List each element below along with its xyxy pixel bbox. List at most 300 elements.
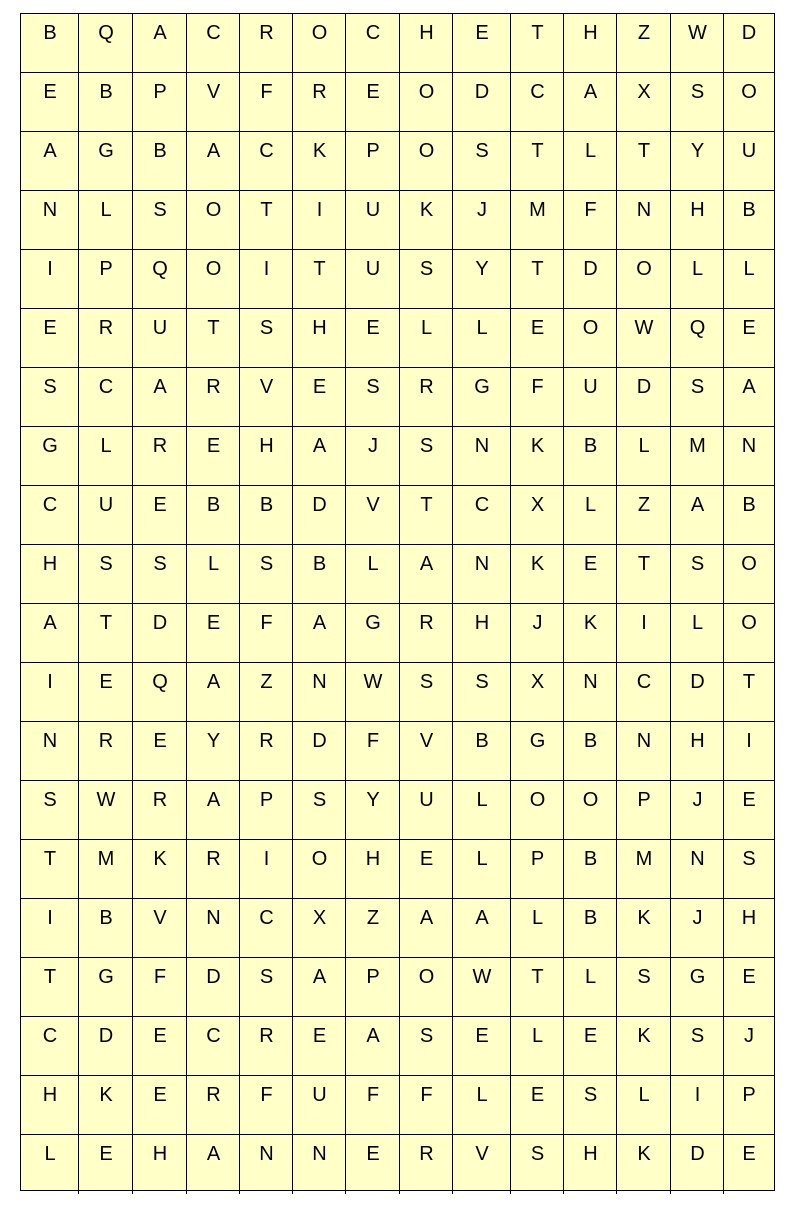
letter-cell[interactable]: S bbox=[99, 553, 113, 575]
letter-cell[interactable]: F bbox=[260, 1084, 273, 1106]
row-divider bbox=[21, 249, 774, 250]
letter-cell[interactable]: E bbox=[742, 966, 756, 988]
letter-cell[interactable]: L bbox=[476, 848, 488, 870]
letter-cell[interactable]: L bbox=[44, 1143, 56, 1165]
letter-cell[interactable]: S bbox=[43, 789, 57, 811]
letter-cell[interactable]: T bbox=[531, 966, 544, 988]
letter-cell[interactable]: S bbox=[690, 81, 705, 103]
letter-cell[interactable]: A bbox=[312, 435, 327, 457]
letter-cell[interactable]: E bbox=[312, 376, 327, 398]
letter-cell[interactable]: X bbox=[530, 494, 545, 516]
letter-cell[interactable]: F bbox=[260, 612, 273, 634]
letter-cell[interactable]: H bbox=[42, 1084, 58, 1106]
letter-cell[interactable]: R bbox=[419, 612, 434, 634]
letter-cell[interactable]: H bbox=[474, 612, 490, 634]
letter-cell[interactable]: T bbox=[207, 317, 220, 339]
letter-cell[interactable]: T bbox=[43, 966, 57, 988]
letter-cell[interactable]: D bbox=[741, 22, 757, 44]
letter-cell[interactable]: P bbox=[366, 140, 380, 162]
letter-cell[interactable]: O bbox=[529, 789, 546, 811]
row-divider bbox=[21, 131, 774, 132]
letter-cell[interactable]: N bbox=[312, 1143, 327, 1165]
letter-cell[interactable]: P bbox=[742, 1084, 756, 1106]
letter-cell[interactable]: E bbox=[153, 1025, 167, 1047]
letter-cell[interactable]: J bbox=[368, 435, 378, 457]
letter-cell[interactable]: S bbox=[690, 1025, 705, 1047]
letter-cell[interactable]: W bbox=[363, 671, 383, 693]
letter-cell[interactable]: B bbox=[742, 199, 756, 221]
letter-cell[interactable]: O bbox=[741, 81, 757, 103]
letter-cell[interactable]: K bbox=[583, 612, 598, 634]
letter-cell[interactable]: K bbox=[153, 848, 167, 870]
letter-cell[interactable]: Z bbox=[637, 494, 651, 516]
letter-cell[interactable]: D bbox=[690, 671, 705, 693]
letter-cell[interactable]: L bbox=[420, 317, 433, 339]
letter-cell[interactable]: C bbox=[259, 140, 274, 162]
letter-cell[interactable]: X bbox=[637, 81, 651, 103]
letter-cell[interactable]: S bbox=[366, 376, 380, 398]
letter-cell[interactable]: Q bbox=[152, 258, 168, 280]
letter-cell[interactable]: E bbox=[742, 789, 756, 811]
grid-row bbox=[21, 1076, 774, 1135]
row-divider bbox=[21, 544, 774, 545]
grid-row bbox=[21, 604, 774, 663]
letter-cell[interactable]: I bbox=[263, 258, 270, 280]
letter-cell[interactable]: V bbox=[366, 494, 380, 516]
letter-cell[interactable]: G bbox=[474, 376, 490, 398]
letter-cell[interactable]: I bbox=[47, 671, 53, 693]
letter-cell[interactable]: O bbox=[311, 848, 328, 870]
letter-cell[interactable]: S bbox=[690, 376, 705, 398]
letter-cell[interactable]: P bbox=[99, 258, 113, 280]
letter-cell[interactable]: U bbox=[741, 140, 757, 162]
row-divider bbox=[21, 1075, 774, 1076]
letter-cell[interactable]: E bbox=[583, 553, 598, 575]
letter-cell[interactable]: T bbox=[742, 671, 756, 693]
letter-cell[interactable]: D bbox=[636, 376, 652, 398]
letter-cell[interactable]: A bbox=[206, 789, 221, 811]
letter-cell[interactable]: O bbox=[205, 199, 222, 221]
letter-cell[interactable]: N bbox=[583, 671, 598, 693]
letter-cell[interactable]: I bbox=[47, 907, 53, 929]
letter-cell[interactable]: E bbox=[43, 317, 57, 339]
word-search-grid bbox=[20, 13, 775, 1191]
letter-cell[interactable]: G bbox=[98, 966, 114, 988]
letter-cell[interactable]: A bbox=[419, 907, 434, 929]
letter-cell[interactable]: W bbox=[472, 966, 492, 988]
letter-cell[interactable]: A bbox=[206, 1143, 221, 1165]
letter-cell[interactable]: K bbox=[530, 553, 545, 575]
letter-cell[interactable]: B bbox=[583, 907, 598, 929]
letter-cell[interactable]: A bbox=[153, 22, 167, 44]
letter-cell[interactable]: E bbox=[153, 730, 167, 752]
letter-cell[interactable]: L bbox=[584, 966, 597, 988]
letter-cell[interactable]: C bbox=[42, 494, 58, 516]
grid-row bbox=[21, 663, 774, 722]
letter-cell[interactable]: E bbox=[153, 1084, 167, 1106]
letter-cell[interactable]: L bbox=[100, 199, 112, 221]
letter-cell[interactable]: T bbox=[43, 848, 57, 870]
letter-cell[interactable]: N bbox=[741, 435, 757, 457]
letter-cell[interactable]: A bbox=[583, 81, 598, 103]
letter-cell[interactable]: R bbox=[152, 789, 168, 811]
letter-cell[interactable]: P bbox=[637, 789, 651, 811]
letter-cell[interactable]: L bbox=[100, 435, 112, 457]
letter-cell[interactable]: I bbox=[47, 258, 53, 280]
letter-cell[interactable]: R bbox=[259, 1025, 274, 1047]
letter-cell[interactable]: K bbox=[312, 140, 327, 162]
letter-cell[interactable]: S bbox=[419, 258, 434, 280]
letter-cell[interactable]: J bbox=[744, 1025, 754, 1047]
letter-cell[interactable]: I bbox=[263, 848, 270, 870]
letter-cell[interactable]: V bbox=[475, 1143, 489, 1165]
letter-cell[interactable]: S bbox=[419, 435, 434, 457]
letter-cell[interactable]: I bbox=[746, 730, 752, 752]
letter-cell[interactable]: S bbox=[742, 848, 756, 870]
letter-cell[interactable]: H bbox=[365, 848, 381, 870]
letter-cell[interactable]: H bbox=[583, 1143, 598, 1165]
letter-cell[interactable]: I bbox=[641, 612, 647, 634]
grid-row bbox=[21, 899, 774, 958]
letter-cell[interactable]: U bbox=[152, 317, 168, 339]
letter-cell[interactable]: F bbox=[420, 1084, 433, 1106]
letter-cell[interactable]: E bbox=[99, 671, 113, 693]
letter-cell[interactable]: B bbox=[312, 553, 327, 575]
letter-cell[interactable]: D bbox=[98, 1025, 114, 1047]
letter-cell[interactable]: U bbox=[365, 199, 381, 221]
letter-cell[interactable]: C bbox=[206, 22, 221, 44]
letter-cell[interactable]: R bbox=[98, 317, 114, 339]
letter-cell[interactable]: O bbox=[205, 258, 222, 280]
letter-cell[interactable]: T bbox=[420, 494, 433, 516]
letter-cell[interactable]: L bbox=[476, 317, 488, 339]
letter-cell[interactable]: H bbox=[259, 435, 274, 457]
letter-cell[interactable]: A bbox=[690, 494, 705, 516]
letter-cell[interactable]: A bbox=[419, 553, 434, 575]
letter-cell[interactable]: S bbox=[43, 376, 57, 398]
column-divider bbox=[723, 14, 724, 1194]
letter-cell[interactable]: B bbox=[742, 494, 756, 516]
row-divider bbox=[21, 1016, 774, 1017]
letter-cell[interactable]: B bbox=[153, 140, 167, 162]
letter-cell[interactable]: N bbox=[206, 907, 221, 929]
letter-cell[interactable]: S bbox=[259, 317, 274, 339]
letter-cell[interactable]: N bbox=[474, 435, 490, 457]
letter-cell[interactable]: S bbox=[475, 671, 489, 693]
letter-cell[interactable]: Y bbox=[690, 140, 705, 162]
letter-cell[interactable]: K bbox=[637, 907, 651, 929]
letter-cell[interactable]: D bbox=[474, 81, 490, 103]
letter-cell[interactable]: E bbox=[312, 1025, 327, 1047]
letter-cell[interactable]: M bbox=[529, 199, 546, 221]
letter-cell[interactable]: F bbox=[366, 1084, 380, 1106]
letter-cell[interactable]: R bbox=[419, 1143, 434, 1165]
letter-cell[interactable]: C bbox=[530, 81, 545, 103]
letter-cell[interactable]: K bbox=[419, 199, 434, 221]
letter-cell[interactable]: D bbox=[312, 730, 327, 752]
letter-cell[interactable]: K bbox=[530, 435, 545, 457]
letter-cell[interactable]: K bbox=[99, 1084, 113, 1106]
letter-cell[interactable]: C bbox=[365, 22, 381, 44]
letter-cell[interactable]: T bbox=[260, 199, 273, 221]
letter-cell[interactable]: W bbox=[96, 789, 116, 811]
letter-cell[interactable]: K bbox=[637, 1025, 651, 1047]
letter-cell[interactable]: S bbox=[530, 1143, 545, 1165]
letter-cell[interactable]: S bbox=[637, 966, 651, 988]
letter-cell[interactable]: G bbox=[42, 435, 58, 457]
letter-cell[interactable]: S bbox=[312, 789, 327, 811]
letter-cell[interactable]: W bbox=[634, 317, 654, 339]
letter-cell[interactable]: D bbox=[690, 1143, 705, 1165]
letter-cell[interactable]: H bbox=[419, 22, 434, 44]
letter-cell[interactable]: E bbox=[530, 317, 545, 339]
letter-cell[interactable]: I bbox=[316, 199, 323, 221]
letter-cell[interactable]: S bbox=[153, 199, 167, 221]
letter-cell[interactable]: A bbox=[206, 671, 221, 693]
letter-cell[interactable]: A bbox=[475, 907, 489, 929]
letter-cell[interactable]: P bbox=[366, 966, 380, 988]
letter-cell[interactable]: Z bbox=[260, 671, 273, 693]
letter-cell[interactable]: J bbox=[532, 612, 543, 634]
letter-cell[interactable]: P bbox=[530, 848, 545, 870]
letter-cell[interactable]: B bbox=[475, 730, 489, 752]
letter-cell[interactable]: L bbox=[584, 494, 597, 516]
letter-cell[interactable]: H bbox=[152, 1143, 168, 1165]
letter-cell[interactable]: S bbox=[475, 140, 489, 162]
letter-cell[interactable]: Q bbox=[689, 317, 706, 339]
letter-cell[interactable]: O bbox=[636, 258, 652, 280]
letter-cell[interactable]: A bbox=[742, 376, 756, 398]
letter-cell[interactable]: E bbox=[366, 81, 380, 103]
letter-cell[interactable]: D bbox=[312, 494, 327, 516]
letter-cell[interactable]: H bbox=[312, 317, 327, 339]
letter-cell[interactable]: J bbox=[692, 907, 703, 929]
letter-cell[interactable]: G bbox=[98, 140, 114, 162]
letter-cell[interactable]: E bbox=[419, 848, 434, 870]
letter-cell[interactable]: R bbox=[419, 376, 434, 398]
letter-cell[interactable]: U bbox=[98, 494, 114, 516]
letter-cell[interactable]: C bbox=[98, 376, 114, 398]
letter-cell[interactable]: M bbox=[635, 848, 653, 870]
letter-cell[interactable]: B bbox=[99, 81, 113, 103]
row-divider bbox=[21, 367, 774, 368]
letter-cell[interactable]: H bbox=[42, 553, 58, 575]
letter-cell[interactable]: Y bbox=[475, 258, 489, 280]
letter-cell[interactable]: R bbox=[259, 22, 274, 44]
letter-cell[interactable]: E bbox=[366, 317, 380, 339]
letter-cell[interactable]: T bbox=[313, 258, 326, 280]
letter-cell[interactable]: A bbox=[366, 1025, 380, 1047]
letter-cell[interactable]: O bbox=[311, 22, 328, 44]
column-divider bbox=[345, 14, 346, 1194]
letter-cell[interactable]: S bbox=[419, 1025, 434, 1047]
letter-cell[interactable]: L bbox=[638, 435, 650, 457]
letter-cell[interactable]: H bbox=[690, 199, 705, 221]
letter-cell[interactable]: N bbox=[259, 1143, 274, 1165]
letter-cell[interactable]: E bbox=[153, 494, 167, 516]
letter-cell[interactable]: O bbox=[418, 81, 435, 103]
letter-cell[interactable]: F bbox=[531, 376, 544, 398]
letter-cell[interactable]: L bbox=[691, 258, 704, 280]
letter-cell[interactable]: E bbox=[43, 81, 57, 103]
letter-cell[interactable]: L bbox=[531, 907, 544, 929]
letter-cell[interactable]: L bbox=[638, 1084, 650, 1106]
letter-cell[interactable]: B bbox=[206, 494, 221, 516]
letter-cell[interactable]: A bbox=[43, 140, 57, 162]
letter-cell[interactable]: O bbox=[418, 966, 435, 988]
letter-cell[interactable]: C bbox=[42, 1025, 58, 1047]
letter-cell[interactable]: O bbox=[582, 789, 599, 811]
letter-cell[interactable]: N bbox=[690, 848, 705, 870]
letter-cell[interactable]: O bbox=[741, 612, 757, 634]
letter-cell[interactable]: E bbox=[475, 22, 489, 44]
letter-cell[interactable]: W bbox=[688, 22, 707, 44]
letter-cell[interactable]: K bbox=[637, 1143, 651, 1165]
letter-cell[interactable]: V bbox=[206, 81, 221, 103]
letter-cell[interactable]: A bbox=[43, 612, 57, 634]
letter-cell[interactable]: Q bbox=[152, 671, 168, 693]
letter-cell[interactable]: S bbox=[259, 966, 274, 988]
letter-cell[interactable]: L bbox=[743, 258, 755, 280]
letter-cell[interactable]: B bbox=[99, 907, 113, 929]
letter-cell[interactable]: O bbox=[582, 317, 599, 339]
letter-cell[interactable]: Z bbox=[637, 22, 651, 44]
letter-cell[interactable]: L bbox=[367, 553, 379, 575]
letter-cell[interactable]: U bbox=[419, 789, 434, 811]
letter-cell[interactable]: N bbox=[42, 199, 58, 221]
column-divider bbox=[132, 14, 133, 1194]
letter-cell[interactable]: R bbox=[206, 376, 221, 398]
letter-cell[interactable]: O bbox=[741, 553, 757, 575]
letter-cell[interactable]: L bbox=[531, 1025, 544, 1047]
letter-cell[interactable]: O bbox=[418, 140, 435, 162]
letter-cell[interactable]: L bbox=[584, 140, 597, 162]
letter-cell[interactable]: B bbox=[583, 435, 598, 457]
letter-cell[interactable]: M bbox=[97, 848, 115, 870]
letter-cell[interactable]: N bbox=[42, 730, 58, 752]
letter-cell[interactable]: Y bbox=[206, 730, 221, 752]
grid-row bbox=[21, 781, 774, 840]
letter-cell[interactable]: R bbox=[206, 1084, 221, 1106]
letter-cell[interactable]: I bbox=[694, 1084, 701, 1106]
letter-cell[interactable]: A bbox=[312, 966, 327, 988]
letter-cell[interactable]: E bbox=[742, 317, 756, 339]
letter-cell[interactable]: R bbox=[259, 730, 274, 752]
letter-cell[interactable]: S bbox=[419, 671, 434, 693]
letter-cell[interactable]: G bbox=[365, 612, 381, 634]
letter-cell[interactable]: G bbox=[689, 966, 706, 988]
letter-cell[interactable]: A bbox=[206, 140, 221, 162]
letter-cell[interactable]: S bbox=[153, 553, 167, 575]
letter-cell[interactable]: E bbox=[99, 1143, 113, 1165]
letter-cell[interactable]: V bbox=[259, 376, 274, 398]
letter-cell[interactable]: Y bbox=[366, 789, 380, 811]
letter-cell[interactable]: C bbox=[259, 907, 274, 929]
letter-cell[interactable]: E bbox=[206, 435, 221, 457]
letter-cell[interactable]: F bbox=[153, 966, 167, 988]
letter-cell[interactable]: N bbox=[636, 199, 652, 221]
letter-cell[interactable]: S bbox=[259, 553, 274, 575]
letter-cell[interactable]: L bbox=[691, 612, 704, 634]
letter-cell[interactable]: C bbox=[636, 671, 652, 693]
letter-cell[interactable]: R bbox=[98, 730, 114, 752]
letter-cell[interactable]: E bbox=[742, 1143, 756, 1165]
letter-cell[interactable]: R bbox=[312, 81, 327, 103]
letter-cell[interactable]: N bbox=[636, 730, 652, 752]
letter-cell[interactable]: T bbox=[531, 140, 544, 162]
letter-cell[interactable]: Z bbox=[366, 907, 380, 929]
letter-cell[interactable]: N bbox=[312, 671, 327, 693]
letter-cell[interactable]: D bbox=[583, 258, 598, 280]
grid-row bbox=[21, 309, 774, 368]
letter-cell[interactable]: T bbox=[531, 22, 544, 44]
letter-cell[interactable]: N bbox=[474, 553, 490, 575]
letter-cell[interactable]: C bbox=[206, 1025, 221, 1047]
letter-cell[interactable]: A bbox=[312, 612, 327, 634]
letter-cell[interactable]: L bbox=[476, 1084, 488, 1106]
letter-cell[interactable]: Q bbox=[98, 22, 114, 44]
letter-cell[interactable]: B bbox=[583, 730, 598, 752]
letter-cell[interactable]: J bbox=[477, 199, 487, 221]
letter-cell[interactable]: S bbox=[583, 1084, 598, 1106]
letter-cell[interactable]: P bbox=[259, 789, 274, 811]
letter-cell[interactable]: T bbox=[637, 140, 651, 162]
letter-cell[interactable]: A bbox=[153, 376, 167, 398]
letter-cell[interactable]: P bbox=[153, 81, 167, 103]
letter-cell[interactable]: T bbox=[531, 258, 544, 280]
row-divider bbox=[21, 957, 774, 958]
letter-cell[interactable]: F bbox=[584, 199, 597, 221]
letter-cell[interactable]: L bbox=[476, 789, 488, 811]
letter-cell[interactable]: T bbox=[637, 553, 651, 575]
letter-cell[interactable]: V bbox=[419, 730, 434, 752]
letter-cell[interactable]: U bbox=[583, 376, 598, 398]
letter-cell[interactable]: E bbox=[530, 1084, 545, 1106]
letter-cell[interactable]: B bbox=[583, 848, 598, 870]
grid-row bbox=[21, 427, 774, 486]
letter-cell[interactable]: J bbox=[692, 789, 703, 811]
letter-cell[interactable]: U bbox=[312, 1084, 327, 1106]
letter-cell[interactable]: R bbox=[206, 848, 221, 870]
letter-cell[interactable]: L bbox=[207, 553, 220, 575]
letter-cell[interactable]: T bbox=[99, 612, 113, 634]
letter-cell[interactable]: E bbox=[475, 1025, 489, 1047]
letter-cell[interactable]: D bbox=[206, 966, 221, 988]
grid-row bbox=[21, 250, 774, 309]
letter-cell[interactable]: H bbox=[583, 22, 598, 44]
letter-cell[interactable]: R bbox=[152, 435, 168, 457]
letter-cell[interactable]: G bbox=[529, 730, 546, 752]
letter-cell[interactable]: C bbox=[474, 494, 490, 516]
letter-cell[interactable]: F bbox=[366, 730, 380, 752]
letter-cell[interactable]: B bbox=[43, 22, 57, 44]
letter-cell[interactable]: S bbox=[690, 553, 705, 575]
letter-cell[interactable]: E bbox=[206, 612, 221, 634]
letter-cell[interactable]: F bbox=[260, 81, 273, 103]
letter-cell[interactable]: X bbox=[312, 907, 327, 929]
letter-cell[interactable]: E bbox=[583, 1025, 598, 1047]
letter-cell[interactable]: B bbox=[259, 494, 274, 516]
letter-cell[interactable]: U bbox=[365, 258, 381, 280]
letter-cell[interactable]: H bbox=[690, 730, 705, 752]
letter-cell[interactable]: V bbox=[153, 907, 167, 929]
letter-cell[interactable]: D bbox=[152, 612, 168, 634]
letter-cell[interactable]: E bbox=[366, 1143, 380, 1165]
row-divider bbox=[21, 603, 774, 604]
letter-cell[interactable]: M bbox=[689, 435, 706, 457]
letter-cell[interactable]: H bbox=[741, 907, 757, 929]
letter-cell[interactable]: X bbox=[530, 671, 545, 693]
